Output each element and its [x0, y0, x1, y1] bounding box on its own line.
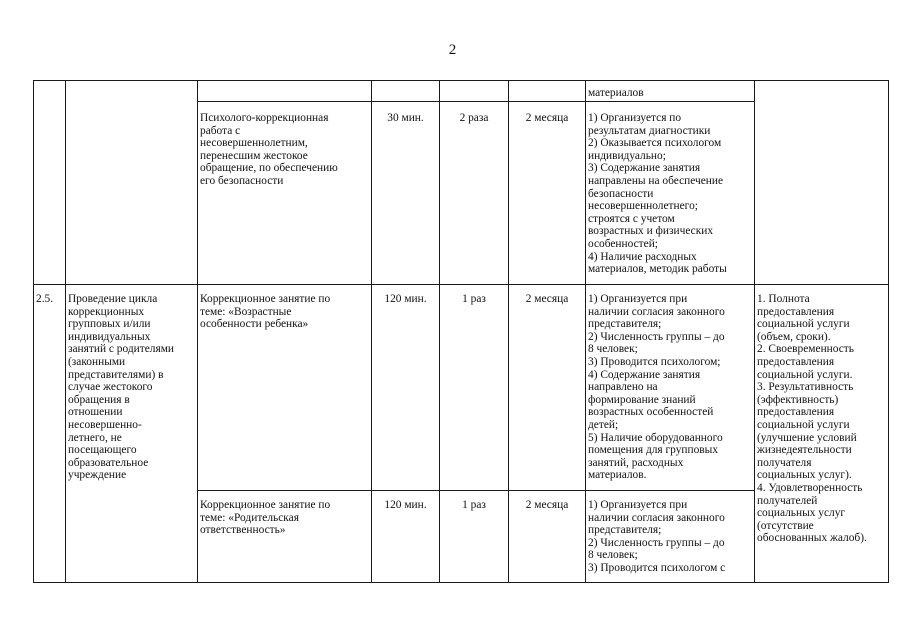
- row-2-measure-1-conditions: 1) Организуется при наличии согласия законного представителя; 2) Численность группы – до 8 человек; 3) Проводится психологом; 4) Содержание занятия направлено на формирование знаний возрастных особенностей детей; 5) Наличие оборудованного помещения для групповых занятий, расходных материалов.: [588, 293, 725, 482]
- row-2-measure-1-frequency: 1 раз: [462, 293, 486, 305]
- row-2-measure-2-period: 2 месяца: [525, 499, 569, 511]
- col-border-left: [33, 80, 34, 583]
- row-2-measure-1-name: Коррекционное занятие по теме: «Возрастные особенности ребенка»: [200, 293, 331, 331]
- col-border-service: [197, 80, 198, 583]
- row-2-number: 2.5.: [36, 293, 54, 305]
- row-2-measure-2-name: Коррекционное занятие по теме: «Родительская ответственность»: [200, 499, 331, 537]
- row-1-measure-2-name: Психолого-коррекционная работа с несовершеннолетним, перенесшим жестокое обращение, по обеспечению его безопасности: [200, 112, 338, 187]
- table-top-border: [33, 80, 889, 81]
- col-border-right: [888, 80, 889, 583]
- section-divider: [33, 284, 889, 285]
- row-1-measure-2-duration: 30 мин.: [387, 112, 424, 124]
- col-border-period: [585, 80, 586, 583]
- row-2-measure-2-duration: 120 мин.: [384, 499, 427, 511]
- row-divider-lower: [197, 490, 754, 491]
- row-2-measure-2-conditions: 1) Организуется при наличии согласия законного представителя; 2) Численность группы – до 8 человек; 3) Проводится психологом с: [588, 499, 726, 574]
- row-2-measure-2-frequency: 1 раз: [462, 499, 486, 511]
- row-1-measure-2-conditions: 1) Организуется по результатам диагностики 2) Оказывается психологом индивидуально; 3) Содержание занятия направлены на обеспечение безопасности несовершеннолетнего; строятся с учетом возрастных и физических особенностей; 4) Наличие расходных материалов, методик работы: [588, 112, 727, 276]
- row-1-measure-2-period: 2 месяца: [525, 112, 569, 124]
- row-2-measure-1-duration: 120 мин.: [384, 293, 427, 305]
- row-2-measure-1-period: 2 месяца: [525, 293, 569, 305]
- page-number: 2: [448, 42, 457, 58]
- row-1-measure-2-frequency: 2 раза: [459, 112, 489, 124]
- row-2-service: Проведение цикла коррекционных групповых и/или индивидуальных занятий с родителями (законными представителями) в случае жестокого обращения в отношении несовершенно- летнего, не посещающего образовательное учреждение: [68, 293, 175, 482]
- col-border-conditions: [754, 80, 755, 583]
- col-border-number: [65, 80, 66, 583]
- table-bottom-border: [33, 582, 889, 583]
- row-2-indicators: 1. Полнота предоставления социальной услуги (объем, сроки). 2. Своевременность предоставления социальной услуги. 3. Результативность (эффективность) предоставления социальной услуги (улучшение условий жизнедеятельности получателя социальных услуг). 4. Удовлетворенность получателей социальных услуг (отсутствие обоснованных жалоб).: [757, 293, 867, 545]
- row-1-measure-1-conditions: материалов: [588, 87, 644, 99]
- row-divider-upper: [197, 101, 754, 102]
